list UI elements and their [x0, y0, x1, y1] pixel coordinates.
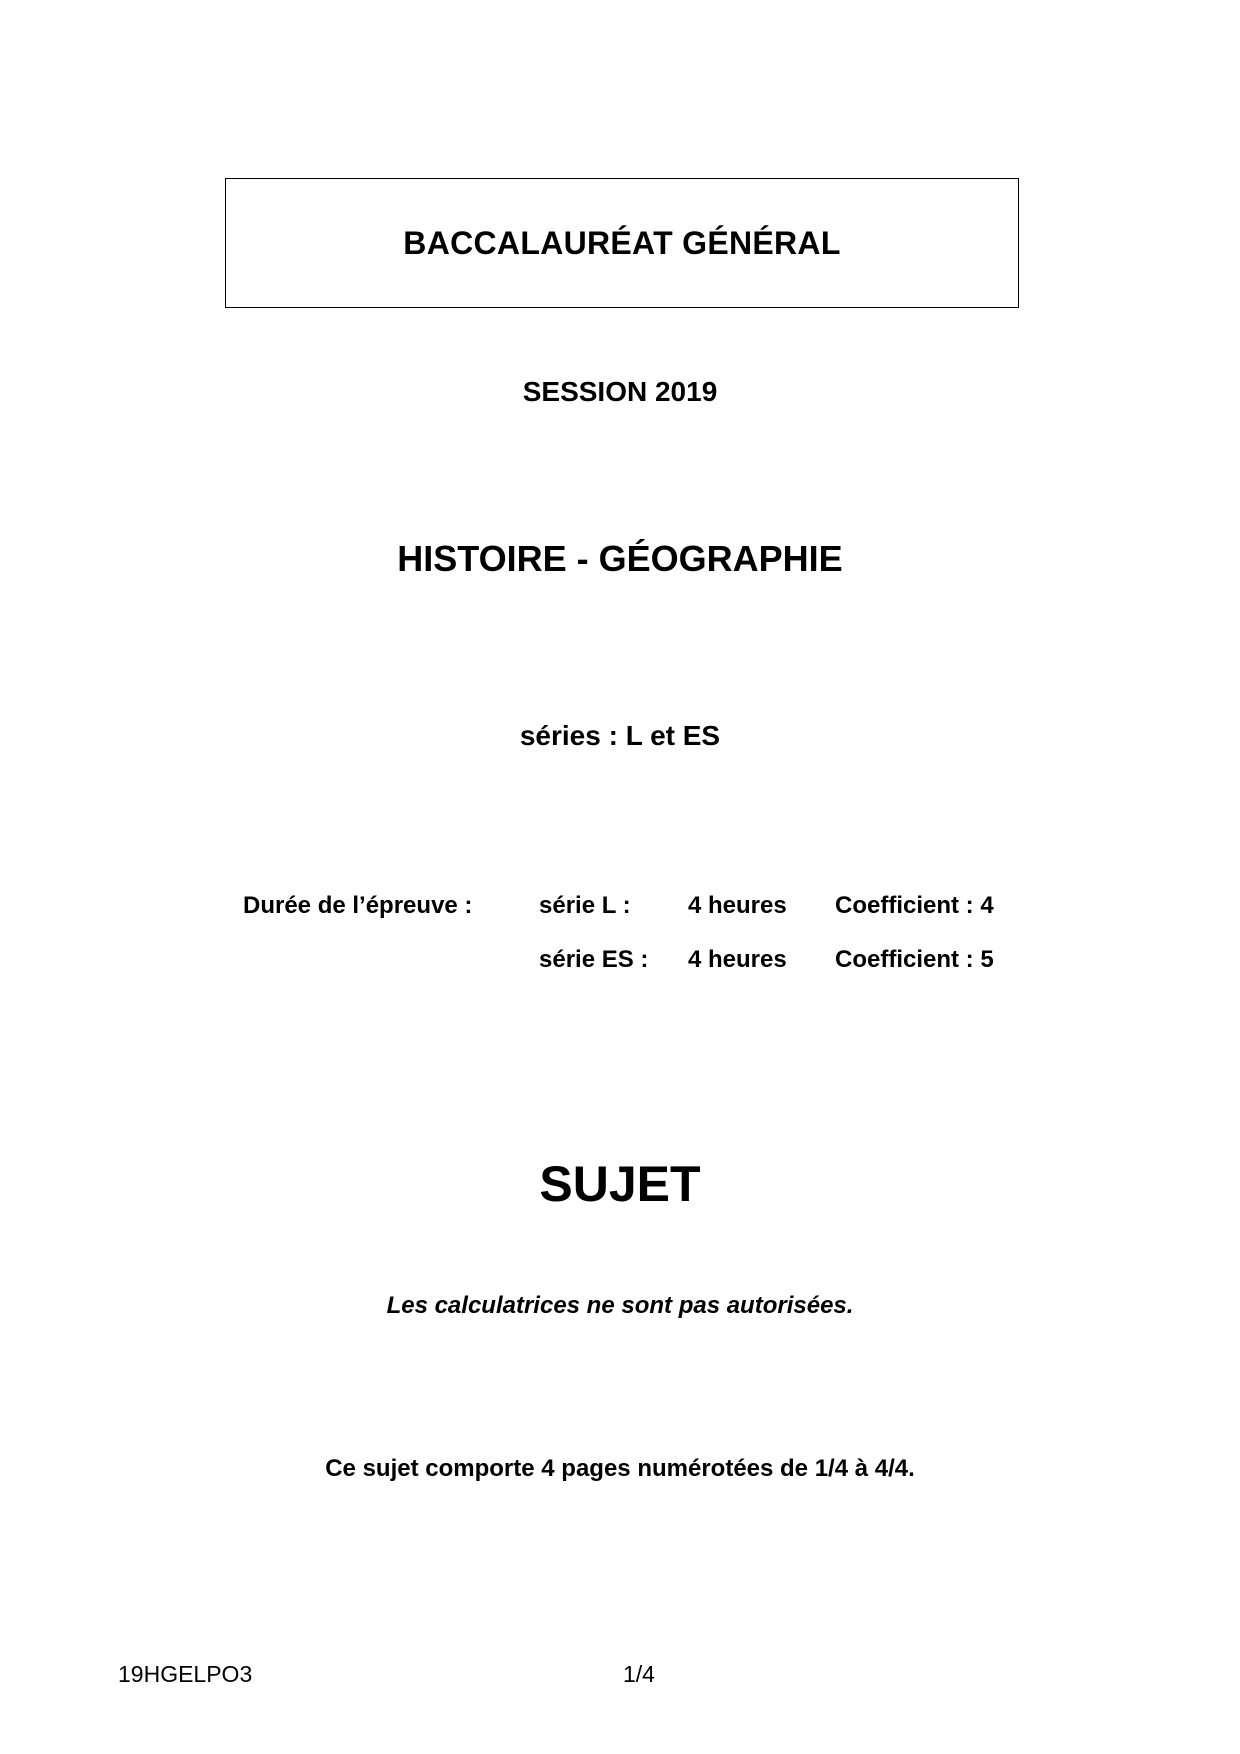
duration-serie-l: série L :: [539, 892, 631, 919]
series-label: séries : L et ES: [519, 720, 721, 751]
footer-exam-code: 19HGELPO3: [118, 1661, 253, 1687]
exam-title: BACCALAURÉAT GÉNÉRAL: [403, 224, 841, 261]
duration-serie-es: série ES :: [539, 946, 649, 973]
subject-title: HISTOIRE - GÉOGRAPHIE: [397, 538, 843, 579]
coefficient-l: Coefficient : 4: [835, 892, 994, 919]
calculator-note: Les calculatrices ne sont pas autorisées.: [386, 1292, 854, 1319]
session-label: SESSION 2019: [522, 376, 718, 407]
pages-note: Ce sujet comporte 4 pages numérotées de 1/4 à 4/4.: [325, 1455, 915, 1482]
footer-page-number: 1/4: [623, 1661, 655, 1687]
duration-label: Durée de l’épreuve :: [243, 892, 473, 919]
document-type-heading: SUJET: [539, 1156, 701, 1212]
duration-hours-es: 4 heures: [688, 946, 787, 973]
exam-title-box: [225, 178, 1019, 308]
duration-hours-l: 4 heures: [688, 892, 787, 919]
coefficient-es: Coefficient : 5: [835, 946, 994, 973]
